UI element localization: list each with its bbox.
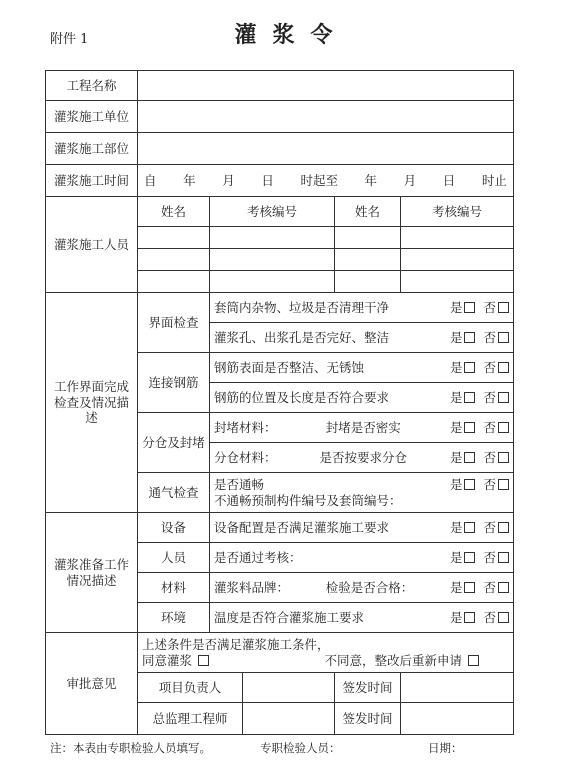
check-item: [210, 603, 514, 633]
prep-row-name: 人员: [138, 543, 210, 573]
check-item-text: 是否按要求分仓: [319, 449, 407, 465]
personnel-cell[interactable]: [401, 249, 514, 271]
personnel-cell[interactable]: [210, 271, 335, 293]
check-item: [210, 543, 514, 573]
check-item: [210, 293, 514, 323]
signer-signature-field[interactable]: [243, 703, 335, 735]
check-item-text: 检验是否合格：: [325, 579, 414, 595]
time-month-end: 月: [403, 172, 417, 188]
prep-row-name: 环境: [138, 603, 210, 633]
document-title: 灌浆令: [234, 22, 349, 48]
project-name-field[interactable]: [138, 71, 514, 101]
personnel-cell[interactable]: [401, 271, 514, 293]
personnel-cell[interactable]: [210, 227, 335, 249]
interface-group-name: 连接钢筋: [138, 353, 210, 413]
check-item-text: 封堵材料：: [214, 419, 277, 435]
interface-group-name: 分仓及封堵: [138, 413, 210, 473]
annex-label: 附件 1: [50, 32, 89, 47]
time-day: 日: [261, 172, 274, 188]
personnel-cell[interactable]: [335, 271, 401, 293]
personnel-cell[interactable]: [401, 227, 514, 249]
signer-role: 项目负责人: [138, 673, 243, 703]
unit-label: 灌浆施工单位: [46, 101, 138, 133]
personnel-cell[interactable]: [138, 227, 210, 249]
check-item-text: 钢筋的位置及长度是否符合要求: [214, 389, 390, 405]
time-hour-end: 时止: [481, 172, 507, 188]
project-name-label: 工程名称: [46, 71, 138, 101]
no-checkbox[interactable]: 否: [483, 300, 509, 316]
yes-checkbox[interactable]: 是: [450, 420, 476, 436]
personnel-cell[interactable]: [335, 227, 401, 249]
location-label: 灌浆施工部位: [46, 133, 138, 165]
personnel-cell[interactable]: [138, 271, 210, 293]
check-item-text: 是否通过考核：: [214, 549, 302, 565]
time-from: 自: [144, 172, 157, 188]
yes-checkbox[interactable]: 是: [450, 450, 476, 466]
personnel-header-name-2: 姓名: [335, 197, 401, 227]
time-day-end: 日: [442, 172, 456, 188]
prep-label: 灌浆准备工作情况描述: [46, 513, 138, 633]
interface-group-name: 通气检查: [138, 473, 210, 513]
personnel-header-code-2: 考核编号: [401, 197, 514, 227]
yes-checkbox[interactable]: 是: [450, 580, 476, 596]
no-checkbox[interactable]: 否: [483, 580, 509, 596]
disagree-checkbox[interactable]: 不同意，整改后重新申请: [325, 653, 480, 669]
check-item: [210, 513, 514, 543]
check-item: [210, 383, 514, 413]
interface-label: 工作界面完成检查及情况描述: [46, 293, 138, 513]
personnel-cell[interactable]: [210, 249, 335, 271]
check-item: [210, 353, 514, 383]
check-item: [210, 573, 514, 603]
check-item-text: 灌浆料品牌：: [214, 579, 290, 595]
prep-row-name: 设备: [138, 513, 210, 543]
check-item-text: 是否通畅: [214, 476, 265, 492]
signer-role: 总监理工程师: [138, 703, 243, 735]
yes-checkbox[interactable]: 是: [450, 610, 476, 626]
check-item: [210, 473, 514, 513]
yes-checkbox[interactable]: 是: [450, 390, 476, 406]
location-field[interactable]: [138, 133, 514, 165]
no-checkbox[interactable]: 否: [483, 550, 509, 566]
no-checkbox[interactable]: 否: [483, 520, 509, 536]
personnel-label: 灌浆施工人员: [46, 197, 138, 293]
time-year-end: 年: [364, 172, 378, 188]
sign-time-label: 签发时间: [335, 703, 401, 735]
yes-checkbox[interactable]: 是: [450, 477, 476, 493]
yes-checkbox[interactable]: 是: [450, 300, 476, 316]
interface-group-name: 界面检查: [138, 293, 210, 353]
time-year: 年: [183, 172, 196, 188]
time-label: 灌浆施工时间: [46, 165, 138, 197]
check-item-text: 灌浆孔、出浆孔是否完好、整洁: [214, 329, 390, 345]
grouting-order-form: [45, 70, 514, 735]
no-checkbox[interactable]: 否: [483, 610, 509, 626]
time-month: 月: [222, 172, 235, 188]
yes-checkbox[interactable]: 是: [450, 360, 476, 376]
check-item: [210, 413, 514, 443]
approval-opinion: [138, 633, 514, 673]
sign-time-field[interactable]: [401, 703, 514, 735]
sign-time-field[interactable]: [401, 673, 514, 703]
check-item: [210, 443, 514, 473]
personnel-header-code-1: 考核编号: [210, 197, 335, 227]
no-checkbox[interactable]: 否: [483, 330, 509, 346]
no-checkbox[interactable]: 否: [483, 420, 509, 436]
personnel-header-name-1: 姓名: [138, 197, 210, 227]
agree-checkbox[interactable]: 同意灌浆: [142, 653, 209, 669]
check-item: [210, 323, 514, 353]
time-hour-to: 时起至: [300, 172, 338, 188]
time-field[interactable]: [138, 165, 514, 197]
unit-field[interactable]: [138, 101, 514, 133]
check-item-text: 封堵是否密实: [325, 419, 401, 435]
check-item-text: 分仓材料：: [214, 449, 277, 465]
footer-note: 注：本表由专职检验人员填写。: [50, 741, 211, 755]
prep-row-name: 材料: [138, 573, 210, 603]
yes-checkbox[interactable]: 是: [450, 520, 476, 536]
check-item-text: 不通畅预制构件编号及套筒编号：: [214, 492, 402, 508]
no-checkbox[interactable]: 否: [483, 450, 509, 466]
footer-inspector: 专职检验人员：: [260, 741, 341, 755]
yes-checkbox[interactable]: 是: [450, 550, 476, 566]
sign-time-label: 签发时间: [335, 673, 401, 703]
no-checkbox[interactable]: 否: [483, 360, 509, 376]
no-checkbox[interactable]: 否: [483, 477, 509, 493]
signer-signature-field[interactable]: [243, 673, 335, 703]
approval-label: 审批意见: [46, 633, 138, 735]
check-item-text: 设备配置是否满足灌浆施工要求: [214, 519, 390, 535]
personnel-cell[interactable]: [138, 249, 210, 271]
footer-date: 日期：: [428, 741, 463, 755]
personnel-cell[interactable]: [335, 249, 401, 271]
check-item-text: 套筒内杂物、垃圾是否清理干净: [214, 299, 390, 315]
check-item-text: 温度是否符合灌浆施工要求: [214, 609, 365, 625]
no-checkbox[interactable]: 否: [483, 390, 509, 406]
check-item-text: 钢筋表面是否整洁、无锈蚀: [214, 359, 365, 375]
approval-question: 上述条件是否满足灌浆施工条件，: [142, 636, 330, 652]
yes-checkbox[interactable]: 是: [450, 330, 476, 346]
